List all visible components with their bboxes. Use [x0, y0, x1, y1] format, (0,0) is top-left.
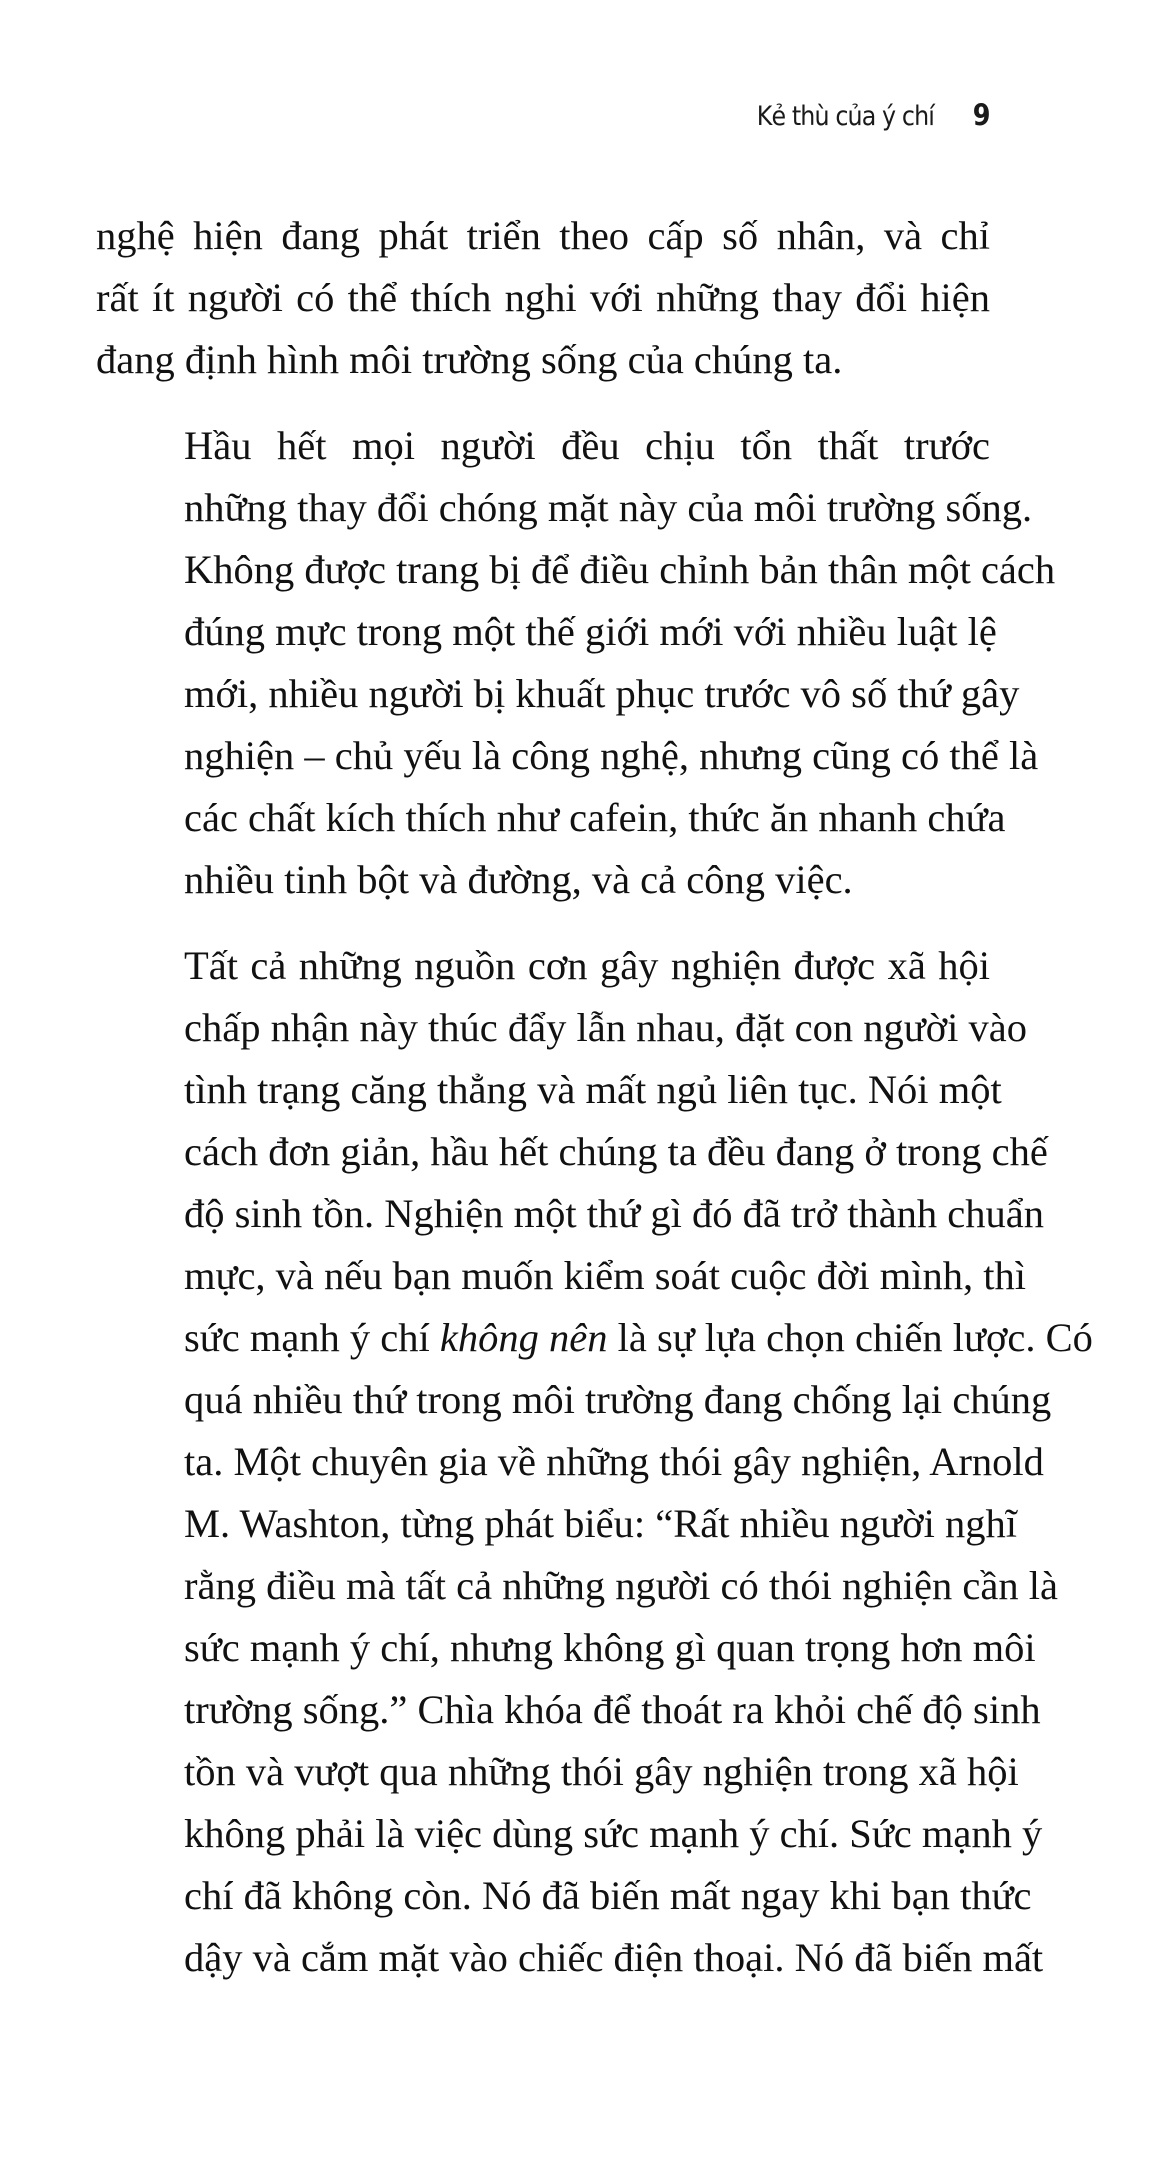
text-line: chấp nhận này thúc đẩy lẫn nhau, đặt con người vào — [184, 1005, 1027, 1050]
text-line: Không được trang bị để điều chỉnh bản thân một cách — [184, 547, 1056, 592]
text-line: không phải là việc dùng sức mạnh ý chí. Sức mạnh ý — [184, 1811, 1043, 1856]
text-line: đúng mực trong một thế giới mới với nhiều luật lệ — [184, 609, 997, 654]
text-line: những thay đổi chóng mặt này của môi trường sống. — [184, 485, 1033, 530]
text-line: độ sinh tồn. Nghiện một thứ gì đó đã trở thành chuẩn — [184, 1191, 1045, 1236]
paragraph-1 — [96, 205, 990, 391]
text-line: M. Washton, từng phát biểu: “Rất nhiều người nghĩ — [184, 1501, 1017, 1546]
text-line: cách đơn giản, hầu hết chúng ta đều đang ở trong chế — [184, 1129, 1048, 1174]
text-line: nghiện – chủ yếu là công nghệ, nhưng cũng có thể là — [184, 733, 1039, 778]
text-line: rằng điều mà tất cả những người có thói nghiện cần là — [184, 1563, 1058, 1608]
body-text — [96, 205, 1093, 1989]
text-segment: là sự lựa chọn chiến lược. Có — [607, 1315, 1093, 1360]
text-line: quá nhiều thứ trong môi trường đang chống lại chúng — [184, 1377, 1052, 1422]
text-line-with-emphasis — [96, 1307, 1093, 1369]
text-line: trường sống.” Chìa khóa để thoát ra khỏi chế độ sinh — [184, 1687, 1041, 1732]
page-number: 9 — [973, 98, 990, 132]
text-line: tình trạng căng thẳng và mất ngủ liên tục. Nói một — [184, 1067, 1002, 1112]
text-line: rất ít người có thể thích nghi với những thay đổi hiện — [96, 275, 990, 320]
paragraph-2 — [96, 415, 1056, 911]
text-line: mới, nhiều người bị khuất phục trước vô số thứ gây — [184, 671, 1020, 716]
text-line: nghệ hiện đang phát triển theo cấp số nhân, và chỉ — [96, 213, 990, 258]
text-line: đang định hình môi trường sống của chúng ta. — [96, 337, 843, 382]
paragraph-3 — [96, 935, 1093, 1989]
text-segment: sức mạnh ý chí — [184, 1315, 440, 1360]
text-line: dậy và cắm mặt vào chiếc điện thoại. Nó đã biến mất — [184, 1935, 1044, 1980]
text-line: Tất cả những nguồn cơn gây nghiện được xã hội — [184, 943, 990, 988]
chapter-title: Kẻ thù của ý chí — [757, 101, 935, 132]
text-line: ta. Một chuyên gia về những thói gây nghiện, Arnold — [184, 1439, 1044, 1484]
text-line: nhiều tinh bột và đường, và cả công việc. — [184, 857, 853, 902]
text-line: tồn và vượt qua những thói gây nghiện trong xã hội — [184, 1749, 1019, 1794]
text-line: sức mạnh ý chí, nhưng không gì quan trọng hơn môi — [184, 1625, 1036, 1670]
text-line: Hầu hết mọi người đều chịu tổn thất trước — [184, 423, 990, 468]
emphasis-text: không nên — [439, 1315, 608, 1360]
running-header — [757, 98, 990, 132]
text-line: các chất kích thích như cafein, thức ăn nhanh chứa — [184, 795, 1006, 840]
text-line: mực, và nếu bạn muốn kiểm soát cuộc đời mình, thì — [184, 1253, 1026, 1298]
text-line: chí đã không còn. Nó đã biến mất ngay khi bạn thức — [184, 1873, 1032, 1918]
